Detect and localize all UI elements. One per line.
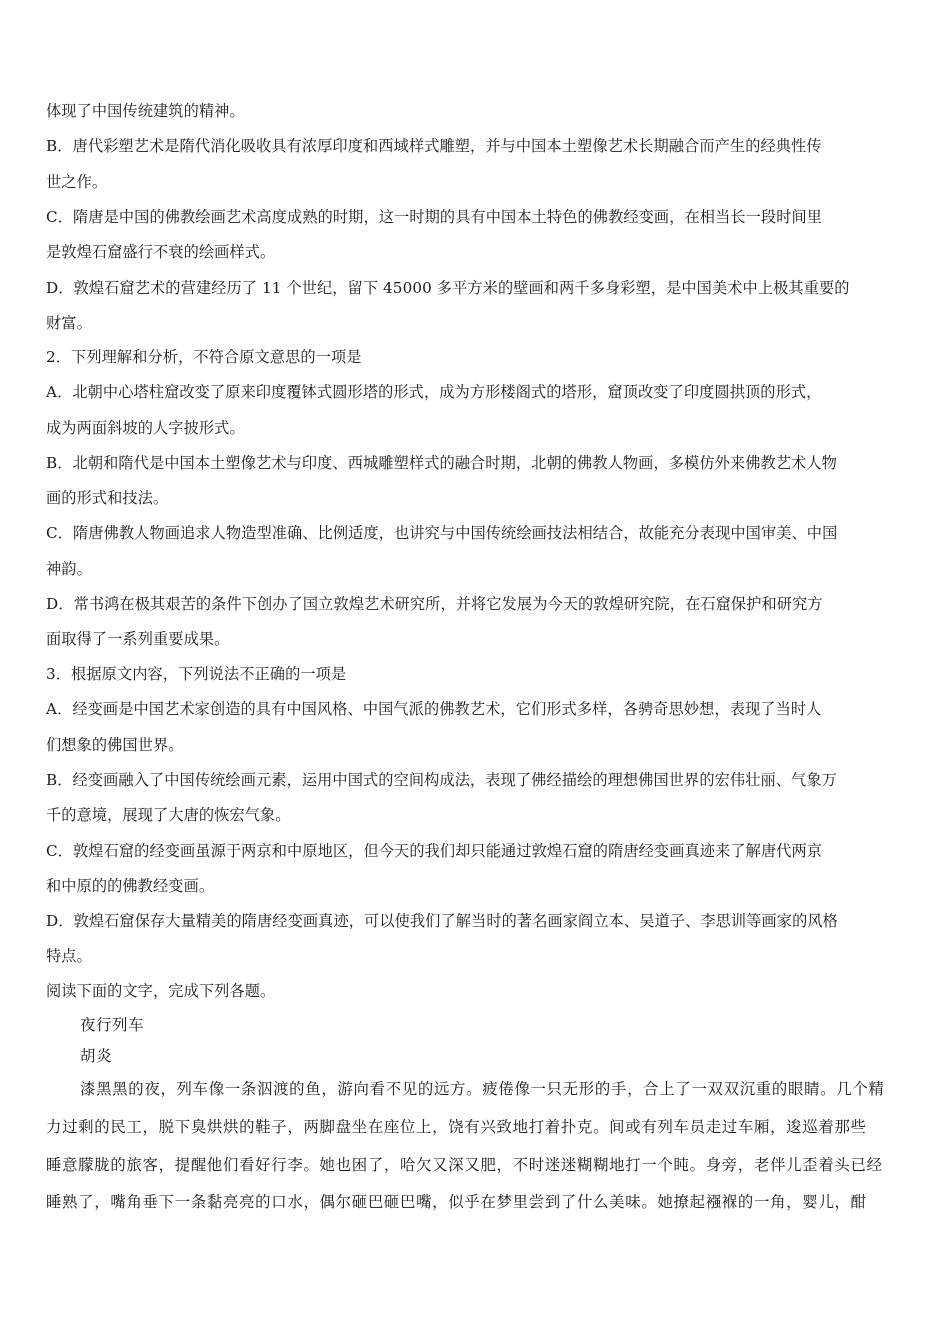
q3-option-b-line1: B．经变画融入了中国传统绘画元素，运用中国式的空间构成法，表现了佛经描绘的理想佛国世界的宏伟壮丽、气象万 xyxy=(46,771,837,789)
q1-option-d-line1: D．敦煌石窟艺术的营建经历了 11 个世纪，留下 45000 多平方米的壁画和两千多身彩塑，是中国美术中上极其重要的 xyxy=(46,279,850,297)
q3-option-d-line1: D．敦煌石窟保存大量精美的隋唐经变画真迹，可以使我们了解当时的著名画家阎立本、吴道子、李思训等画家的风格 xyxy=(46,912,838,930)
story-line: 漆黑黑的夜，列车像一条泅渡的鱼，游向看不见的远方。疲倦像一只无形的手，合上了一双双沉重的眼睛。几个精 xyxy=(80,1080,885,1098)
q2-option-b-line1: B．北朝和隋代是中国本土塑像艺术与印度、西城雕塑样式的融合时期，北朝的佛教人物画，多模仿外来佛教艺术人物 xyxy=(46,454,837,472)
q1-option-b-line2: 世之作。 xyxy=(46,173,108,191)
q2-option-d-line2: 面取得了一系列重要成果。 xyxy=(46,630,230,648)
q1-option-b-line1: B．唐代彩塑艺术是隋代消化吸收具有浓厚印度和西域样式雕塑，并与中国本土塑像艺术长期融合而产生的经典性传 xyxy=(46,137,822,155)
story-line: 睡熟了，嘴角垂下一条黏亮亮的口水，偶尔砸巴砸巴嘴，似乎在梦里尝到了什么美味。她撩起襁褓的一角，婴儿，酣 xyxy=(46,1193,867,1211)
q3-stem: 3．根据原文内容，下列说法不正确的一项是 xyxy=(46,665,347,683)
reading-instruction: 阅读下面的文字，完成下列各题。 xyxy=(46,982,276,1000)
story-author: 胡炎 xyxy=(80,1047,113,1065)
q3-option-a-line2: 们想象的佛国世界。 xyxy=(46,736,184,754)
q1-option-c-line2: 是敦煌石窟盛行不衰的绘画样式。 xyxy=(46,243,276,261)
q1-option-d-line2: 财富。 xyxy=(46,314,92,332)
story-line: 力过剩的民工，脱下臭烘烘的鞋子，两脚盘坐在座位上，饶有兴致地打着扑克。间或有列车员走过车厢，逡巡着那些 xyxy=(46,1118,867,1136)
q2-option-c-line1: C．隋唐佛教人物画追求人物造型准确、比例适度，也讲究与中国传统绘画技法相结合，故能充分表现中国审美、中国 xyxy=(46,524,838,542)
q3-option-b-line2: 千的意境，展现了大唐的恢宏气象。 xyxy=(46,806,291,824)
story-line: 睡意朦胧的旅客，提醒他们看好行李。她也困了，哈欠又深又肥，不时迷迷糊糊地打一个盹。身旁，老伴儿歪着头已经 xyxy=(46,1156,883,1174)
q2-option-b-line2: 画的形式和技法。 xyxy=(46,489,169,507)
q2-option-a-line1: A．北朝中心塔柱窟改变了原来印度覆钵式圆形塔的形式，成为方形楼阁式的塔形，窟顶改变了印度圆拱顶的形式， xyxy=(46,383,822,401)
q2-option-a-line2: 成为两面斜坡的人字披形式。 xyxy=(46,419,245,437)
q3-option-c-line2: 和中原的的佛教经变画。 xyxy=(46,877,215,895)
q3-option-a-line1: A．经变画是中国艺术家创造的具有中国风格、中国气派的佛教艺术，它们形式多样，各骋奇思妙想，表现了当时人 xyxy=(46,700,822,718)
q1-option-c-line1: C．隋唐是中国的佛教绘画艺术高度成熟的时期，这一时期的具有中国本土特色的佛教经变画，在相当长一段时间里 xyxy=(46,208,823,226)
q2-option-c-line2: 神韵。 xyxy=(46,560,92,578)
story-title: 夜行列车 xyxy=(80,1016,145,1034)
q2-stem: 2．下列理解和分析，不符合原文意思的一项是 xyxy=(46,348,362,366)
q3-option-d-line2: 特点。 xyxy=(46,947,92,965)
q3-option-c-line1: C．敦煌石窟的经变画虽源于两京和中原地区，但今天的我们却只能通过敦煌石窟的隋唐经变画真迹来了解唐代两京 xyxy=(46,842,823,860)
q2-option-d-line1: D．常书鸿在极其艰苦的条件下创办了国立敦煌艺术研究所，并将它发展为今天的敦煌研究院，在石窟保护和研究方 xyxy=(46,595,823,613)
continuation-text: 体现了中国传统建筑的精神。 xyxy=(46,102,245,120)
